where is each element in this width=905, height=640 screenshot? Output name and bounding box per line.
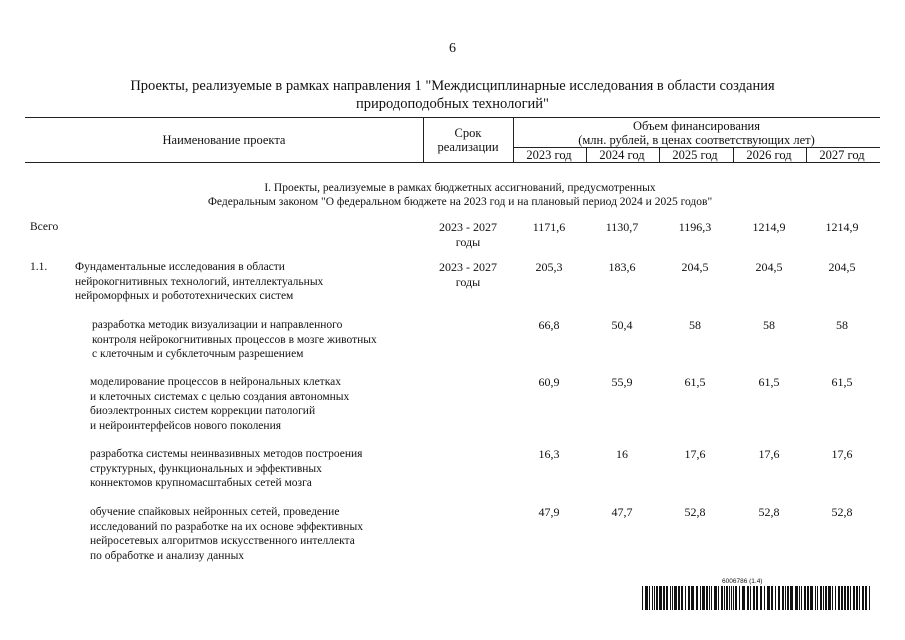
total-value: 1130,7 (605, 220, 639, 234)
subitem-value: 58 (763, 318, 775, 332)
subitem-value: 61,5 (684, 375, 706, 389)
barcode-bar (721, 586, 723, 610)
barcode-bar (810, 586, 813, 610)
subitem-line: разработка системы неинвазивных методов построения (90, 448, 363, 460)
header-funding-line-2: (млн. рублей, в ценах соответствующих лет) (578, 133, 815, 147)
subitem-value: 58 (836, 318, 848, 332)
barcode-bar (859, 586, 860, 610)
barcode-bar (799, 586, 800, 610)
barcode-bar (804, 586, 806, 610)
subitem-value: 52,8 (758, 505, 780, 519)
barcode-bar (865, 586, 867, 610)
header-funding-line-1: Объем финансирования (633, 119, 760, 133)
barcode-bar (733, 586, 734, 610)
subitem-line: обучение спайковых нейронных сетей, проведение (90, 506, 340, 518)
barcode-bar (656, 586, 658, 610)
barcode-bar (817, 586, 818, 610)
subitem-value: 16 (616, 447, 628, 461)
barcode-caption: 6006786 (1.4) (722, 578, 763, 585)
barcode-bar (674, 586, 677, 610)
subitem-value: 16,3 (538, 447, 560, 461)
barcode-bar (775, 586, 776, 610)
header-year: 2025 год (672, 148, 718, 162)
barcode-bar (828, 586, 831, 610)
header-term-line-1: Срок (454, 126, 482, 140)
project-number: 1.1. (30, 261, 48, 273)
barcode-bar (718, 586, 719, 610)
project-name-line: Фундаментальные исследования в области (75, 261, 285, 273)
page-number: 6 (449, 41, 456, 56)
subitem-value: 50,4 (611, 318, 633, 332)
barcode-bar (672, 586, 673, 610)
total-value: 1171,6 (532, 220, 566, 234)
barcode-bar (753, 586, 755, 610)
barcode-bar (767, 586, 770, 610)
barcode-bar (856, 586, 858, 610)
barcode-bar (853, 586, 855, 610)
subitem-line: с клеточным и субклеточным разрешением (92, 348, 304, 361)
barcode-bar (688, 586, 690, 610)
barcode-bar (838, 586, 840, 610)
barcode-bar (735, 586, 737, 610)
section-heading-line-1: I. Проекты, реализуемые в рамках бюджетных ассигнований, предусмотренных (264, 182, 656, 194)
subitem-description (92, 318, 377, 362)
project-period-line-1: 2023 - 2027 (439, 260, 497, 274)
barcode-bar (815, 586, 816, 610)
total-label: Всего (30, 221, 59, 233)
subitem-line: и клеточных системах с целью создания автономных (90, 390, 350, 403)
barcode-bar (795, 586, 798, 610)
subitem-value: 61,5 (758, 375, 780, 389)
subitem-line: по обработке и анализу данных (90, 549, 245, 562)
barcode-bar (747, 586, 749, 610)
subitem-line: и нейроинтерфейсов нового поколения (90, 419, 282, 432)
barcode-bar (750, 586, 751, 610)
header-term-line-2: реализации (437, 140, 499, 154)
header-top-rule (25, 117, 880, 118)
header-year: 2027 год (819, 148, 865, 162)
subitem-value: 47,9 (538, 505, 560, 519)
barcode-bar (696, 586, 698, 610)
subitem-line: исследований по разработке на их основе эффективных (90, 520, 363, 533)
barcode-bar (782, 586, 784, 610)
barcode-bar (790, 586, 793, 610)
total-period-line-1: 2023 - 2027 (439, 220, 497, 234)
subitem-line: нейросетевых алгоритмов искусственного интеллекта (90, 535, 355, 548)
project-name-line: нейроморфных и робототехнических систем (75, 290, 294, 303)
barcode-bar (670, 586, 671, 610)
barcode-bar (764, 586, 765, 610)
barcode-bar (778, 586, 780, 610)
header-year: 2026 год (746, 148, 792, 162)
header-funding (513, 119, 880, 147)
barcode-bar (869, 586, 870, 610)
subitem-value: 17,6 (831, 447, 853, 461)
barcode-bar (844, 586, 846, 610)
barcode-bar (666, 586, 668, 610)
project-period (423, 260, 513, 289)
project-value: 204,5 (828, 260, 856, 274)
total-period-line-2: годы (455, 234, 481, 249)
subitem-value: 60,9 (538, 375, 560, 389)
barcode-bar (862, 586, 864, 610)
barcode-bar (739, 586, 740, 610)
subitem-description (90, 505, 363, 563)
barcode-bar (787, 586, 789, 610)
subitem-line: биоэлектронных систем коррекции патологий (90, 405, 316, 418)
barcode-bar (714, 586, 717, 610)
barcode-bar (709, 586, 710, 610)
barcode-bar (663, 586, 665, 610)
barcode-bar (785, 586, 786, 610)
subitem-description (90, 375, 349, 433)
subitem-value: 55,9 (611, 375, 633, 389)
barcode-bar (756, 586, 758, 610)
barcode-bar (681, 586, 683, 610)
barcode-bar (654, 586, 655, 610)
barcode-bar (645, 586, 648, 610)
barcode-image (642, 586, 870, 610)
subitem-line: структурных, функциональных и эффективных (90, 462, 322, 475)
project-value: 205,3 (535, 260, 563, 274)
barcode-bar (724, 586, 725, 610)
document-title-line-1: Проекты, реализуемые в рамках направления 1 "Междисциплинарные исследования в области создания (130, 78, 775, 94)
header-project-name: Наименование проекта (162, 133, 286, 147)
subitem-value: 52,8 (684, 505, 706, 519)
subitem-line: коннектомов крупномасштабных сетей мозга (90, 477, 312, 490)
barcode-bar (691, 586, 694, 610)
barcode-bar (706, 586, 708, 610)
header-year: 2024 год (599, 148, 645, 162)
project-name (75, 260, 323, 304)
barcode-bar (742, 586, 745, 610)
barcode-bar (659, 586, 662, 610)
barcode-bar (832, 586, 833, 610)
subitem-line: контроля нейрокогнитивных процессов в мозге животных (92, 333, 377, 346)
document-title-line-2: природоподобных технологий" (356, 96, 549, 112)
subitem-line: разработка методик визуализации и направленного (92, 319, 343, 331)
project-value: 204,5 (681, 260, 709, 274)
barcode-bar (771, 586, 773, 610)
header-year: 2023 год (526, 148, 572, 162)
barcode-bar (850, 586, 851, 610)
section-heading-line-2: Федеральным законом "О федеральном бюджете на 2023 год и на плановый период 2024 и 2025 годов" (207, 196, 713, 208)
barcode-bar (685, 586, 686, 610)
barcode-bar (841, 586, 843, 610)
header-term (423, 126, 513, 154)
barcode-bar (702, 586, 705, 610)
barcode-bar (642, 586, 643, 610)
section-heading (90, 181, 830, 209)
subitem-value: 17,6 (684, 447, 706, 461)
total-value: 1214,9 (825, 220, 859, 234)
barcode-bar (825, 586, 827, 610)
subitem-description (90, 447, 362, 491)
barcode-bar (678, 586, 680, 610)
barcode-bar (823, 586, 824, 610)
subitem-value: 66,8 (538, 318, 560, 332)
barcode-bar (835, 586, 836, 610)
barcode-bar (801, 586, 802, 610)
subitem-line: моделирование процессов в нейрональных клетках (90, 376, 341, 388)
barcode-bar (820, 586, 822, 610)
total-value: 1214,9 (752, 220, 786, 234)
barcode-bar (652, 586, 653, 610)
project-value: 204,5 (755, 260, 783, 274)
subitem-value: 17,6 (758, 447, 780, 461)
barcode-bar (760, 586, 762, 610)
barcode-bar (729, 586, 730, 610)
barcode-bar (807, 586, 809, 610)
barcode-bar (711, 586, 712, 610)
subitem-value: 58 (689, 318, 701, 332)
project-period-line-2: годы (455, 274, 481, 289)
barcode-bar (847, 586, 849, 610)
total-period (423, 220, 513, 249)
project-value: 183,6 (608, 260, 636, 274)
project-name-line: нейрокогнитивных технологий, интеллектуальных (75, 275, 324, 288)
barcode-bar (649, 586, 650, 610)
barcode-bar (726, 586, 728, 610)
barcode-bar (731, 586, 732, 610)
barcode-bar (700, 586, 701, 610)
document-title (60, 77, 845, 113)
subitem-value: 47,7 (611, 505, 633, 519)
total-value: 1196,3 (678, 220, 712, 234)
subitem-value: 52,8 (831, 505, 853, 519)
subitem-value: 61,5 (831, 375, 853, 389)
